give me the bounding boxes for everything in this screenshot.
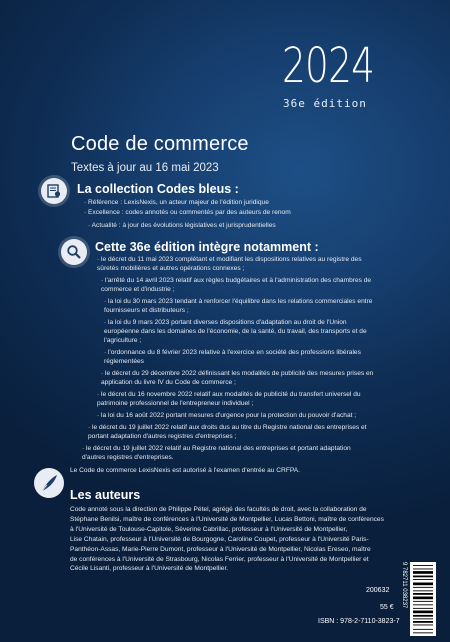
highlights-heading: Cette 36e édition intègre notamment : <box>95 240 319 254</box>
barcode <box>410 562 436 636</box>
highlight-line: application du livre IV du Code de commerce ; <box>101 379 236 386</box>
certificate-icon <box>41 178 67 204</box>
collection-bullet: · Actualité : à jour des évolutions législatives et jurisprudentielles <box>88 222 276 229</box>
authors-line: à l'Université de Toulouse-Capitole, Séverine Cabrillac, professeur à l'Université de Montpellier, <box>70 525 348 533</box>
highlight-line: · le décret du 19 juillet 2022 relatif aux droits dus au titre du Registre national des entreprises et <box>88 424 367 431</box>
highlight-line: · la loi du 16 août 2022 portant mesures d'urgence pour la protection du pouvoir d'achat ; <box>97 412 357 419</box>
highlight-line: commerce et d'industrie ; <box>101 286 175 293</box>
highlight-line: fournisseurs et distributeurs ; <box>104 307 189 314</box>
product-code: 200632 <box>366 587 390 594</box>
edition-year: 2024 <box>282 38 375 94</box>
authors-line: Stéphane Benilsi, maître de conférences à l'Université de Montpellier, Lucas Bettoni, maître de conférences <box>70 515 384 523</box>
highlight-line: l'agriculture ; <box>104 337 142 344</box>
authors-line: Cécile Lisanti, professeur à l'Université de Montpellier. <box>70 565 229 573</box>
highlight-line: portant adaptation d'autres registres d'entreprises ; <box>88 433 237 440</box>
authors-line: de conférences à l'Université de Strasbourg, Nicolas Ferrier, professeur à l'Université de Montpellier et <box>70 555 369 563</box>
isbn: ISBN : 978-2-7110-3823-7 <box>318 618 400 625</box>
highlight-line: · la loi du 30 mars 2023 tendant à renforcer l'équilibre dans les relations commerciales entre <box>104 298 373 305</box>
edition-number: 36e édition <box>283 97 367 110</box>
magnifier-icon <box>61 239 87 265</box>
authors-line: Panthéon-Assas, Marie-Pierre Dumont, professeur à l'Université de Montpellier, Nicolas Ereseo, maître <box>70 545 371 553</box>
highlight-line: · la loi du 9 mars 2023 portant diverses dispositions d'adaptation au droit de l'Union <box>104 319 347 326</box>
authors-line: Code annoté sous la direction de Philippe Pétel, agrégé des facultés de droit, avec la collaboration de <box>70 506 367 513</box>
highlight-line: · l'arrêté du 14 avril 2023 relatif aux règles budgétaires et à l'administration des chambres de <box>101 277 372 284</box>
book-subtitle: Textes à jour au 16 mai 2023 <box>71 162 219 174</box>
collection-heading: La collection Codes bleus : <box>77 182 239 196</box>
crfpa-note: Le Code de commerce LexisNexis est autorisé à l'examen d'entrée au CRFPA. <box>70 467 300 474</box>
authors-heading: Les auteurs <box>70 488 141 502</box>
highlight-line: · l'ordonnance du 8 février 2023 relative à l'exercice en société des professions libérales <box>104 349 361 356</box>
barcode-digits <box>402 560 410 636</box>
highlight-line: réglementées <box>104 358 144 365</box>
highlight-line: d'autres registres d'entreprises. <box>82 454 174 461</box>
highlight-line: · le décret du 11 mai 2023 complétant et modifiant les dispositions relatives au registre des <box>97 256 362 263</box>
collection-bullet: · Excellence : codes annotés ou commentés par des auteurs de renom <box>84 209 291 216</box>
barcode-digits-text: 9 782711 038237 <box>401 562 407 609</box>
price: 55 € <box>380 604 394 611</box>
highlight-line: patrimoine professionnel de l'entrepreneur individuel ; <box>97 400 254 407</box>
collection-bullet: · Référence : LexisNexis, un acteur majeur de l'édition juridique <box>84 199 269 206</box>
book-title: Code de commerce <box>71 133 249 155</box>
highlight-line: européenne dans les domaines de l'économie, de la santé, du travail, des transports et de <box>104 328 367 335</box>
authors-text <box>70 505 390 574</box>
highlight-line: · le décret du 19 juillet 2022 relatif au Registre national des entreprises et portant adaptation <box>82 445 351 452</box>
highlight-line: sûretés mobilières et autres opérations connexes ; <box>97 265 245 272</box>
highlight-line: · le décret du 16 novembre 2022 relatif aux modalités de publicité du transfert universel du <box>97 391 361 398</box>
quill-icon <box>32 466 66 500</box>
highlight-line: · le décret du 29 décembre 2022 définissant les modalités de publicité des mesures prises en <box>101 370 374 377</box>
authors-line: Lise Chatain, professeur à l'Université de Bourgogne, Caroline Coupet, professeur à l'Université Paris- <box>70 535 369 543</box>
